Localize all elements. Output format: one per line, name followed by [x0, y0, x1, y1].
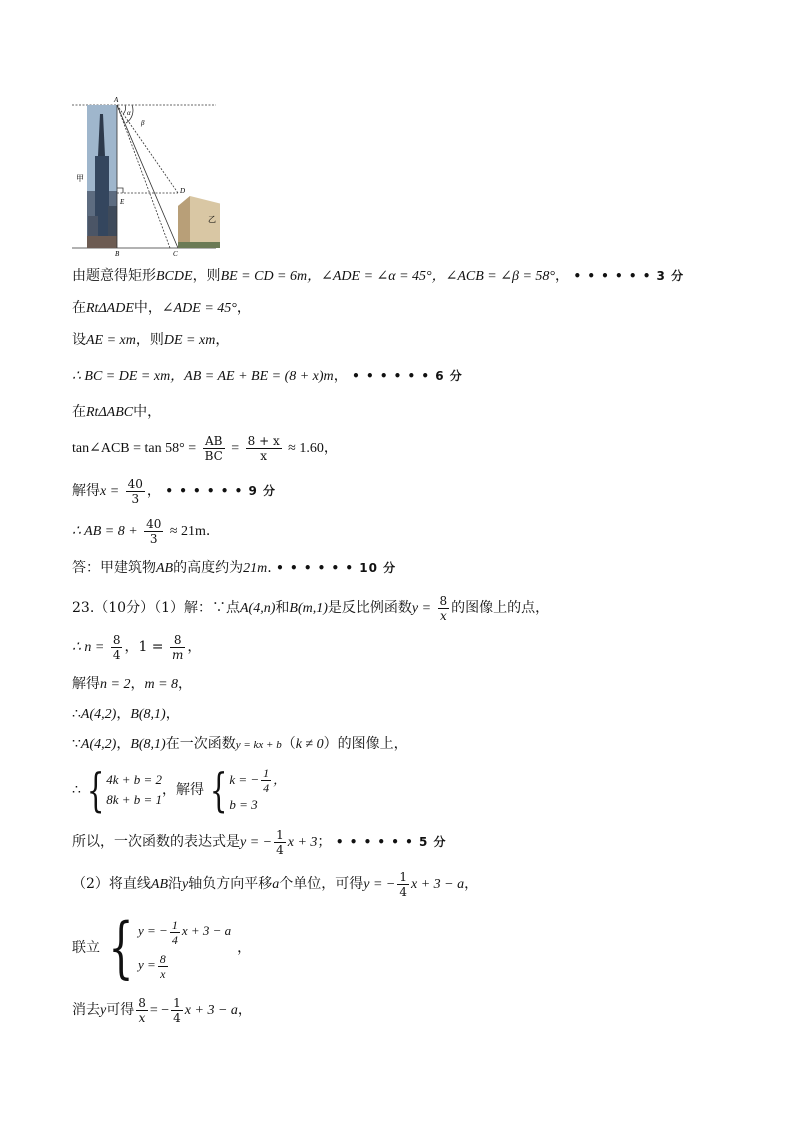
math: = −: [149, 1003, 170, 1018]
math: BCDE: [156, 269, 193, 284]
text: ∵: [72, 736, 81, 752]
left-brace: {: [209, 763, 228, 817]
denominator: 4: [399, 884, 407, 899]
text: ，: [215, 332, 230, 348]
text: 个单位，可得: [279, 876, 364, 892]
math: y =: [411, 601, 432, 616]
text: ，: [236, 300, 251, 316]
text: ，1 =: [124, 639, 164, 655]
math: B(m,1): [289, 601, 328, 616]
text: ，: [130, 676, 145, 692]
numerator: 8: [138, 995, 146, 1010]
fraction: [171, 996, 183, 1025]
numerator: 8: [112, 632, 121, 647]
math: k ≠ 0: [295, 737, 324, 752]
label-B: B: [115, 250, 120, 256]
label-E: E: [120, 198, 125, 206]
text: ，则: [192, 268, 221, 284]
fraction: [274, 828, 286, 857]
math: AB: [150, 877, 169, 892]
solution-line-8: [72, 514, 210, 549]
numerator: 1: [399, 869, 407, 884]
fraction: [144, 517, 163, 546]
alpha-arc: [123, 105, 126, 114]
text: ，: [187, 639, 202, 655]
fraction: [111, 633, 123, 662]
fraction: [170, 918, 180, 947]
text: ，解得: [162, 782, 205, 798]
math: y = −: [363, 877, 396, 892]
text: 在一次函数: [165, 736, 236, 752]
text: 的图像上的点，: [451, 600, 550, 616]
numerator: 1: [171, 917, 178, 932]
solution-system: [229, 765, 286, 816]
numerator: 8: [170, 633, 185, 648]
solution-line-1: [72, 266, 684, 287]
equation-system: [138, 914, 231, 982]
label-yi: 乙: [208, 215, 216, 224]
solution-line-2: [72, 298, 251, 319]
numerator: 1: [263, 766, 270, 781]
numerator: AB: [203, 434, 225, 449]
numerator: 8 + x: [247, 433, 280, 448]
math: RtΔADE: [86, 301, 134, 316]
math: ≈ 1.60: [288, 441, 324, 456]
text: （2）将直线: [72, 876, 151, 892]
score-mark: • • • • • • 10 分: [276, 561, 397, 575]
solution-line-5: [72, 402, 161, 423]
part-2-line: [72, 868, 478, 901]
solution-line-14: [72, 734, 408, 755]
math: A(4,2): [80, 737, 117, 752]
text: 解得: [72, 483, 100, 499]
text: （: [281, 736, 296, 752]
left-brace: {: [86, 763, 105, 817]
text: 联立: [72, 940, 100, 956]
label-A: A: [114, 96, 119, 104]
math: =: [231, 441, 240, 456]
text: .: [205, 523, 211, 539]
numerator: 8: [439, 593, 448, 608]
text: ，: [165, 706, 180, 722]
geometry-figure: [70, 96, 220, 256]
solution-line-16: [72, 826, 447, 859]
math: x + 3 − a: [411, 877, 465, 892]
text: 所以，一次函数的表达式是: [72, 834, 240, 850]
text: 的高度约为: [173, 560, 244, 576]
denominator: 4: [171, 932, 178, 947]
fraction: [170, 633, 185, 662]
denominator: 4: [112, 647, 121, 662]
math: DE = xm: [163, 333, 216, 348]
math: tan∠ACB = tan 58° =: [72, 441, 197, 456]
denominator: m: [172, 647, 184, 662]
denominator: 4: [263, 781, 270, 796]
tower-building-image: [87, 105, 117, 248]
denominator: BC: [204, 448, 223, 463]
math: B(8,1): [130, 737, 166, 752]
math: y: [182, 877, 189, 892]
fraction: [246, 434, 282, 463]
math: BE = CD = 6m，∠ADE = ∠α = 45°，∠ACB = ∠β = 58°: [220, 269, 556, 284]
math: RtΔABC: [86, 405, 134, 420]
math: ≈ 21m: [169, 524, 206, 539]
text: ，: [323, 440, 338, 456]
text: ；: [317, 834, 332, 850]
solution-answer-line: [72, 558, 396, 579]
text: ∴: [72, 782, 81, 798]
text: ，: [237, 1002, 252, 1018]
text: 是反比例函数: [327, 600, 412, 616]
solution-line-12: [72, 674, 192, 695]
score-mark: • • • • • • 6 分: [352, 369, 463, 383]
score-mark: • • • • • • 5 分: [335, 835, 447, 849]
numerator: 40: [146, 516, 162, 531]
fraction: [203, 434, 225, 463]
text: ，: [555, 268, 570, 284]
text: ，: [237, 940, 252, 956]
text: ，则: [135, 332, 164, 348]
denominator: x: [138, 1010, 146, 1025]
math: x =: [100, 484, 120, 499]
label-alpha: α: [127, 109, 131, 117]
solution-line-6: [72, 430, 338, 467]
math: AB: [156, 561, 174, 576]
math: x + 3 − a: [184, 1003, 238, 1018]
math: y: [100, 1003, 107, 1018]
equation-row: 4k + b = 2: [106, 772, 163, 787]
text: 消去: [72, 1002, 100, 1018]
denominator: 3: [131, 491, 140, 506]
line-AD: [117, 105, 178, 193]
math: A(4,n): [240, 601, 276, 616]
text: 由题意得矩形: [72, 268, 156, 284]
solution-line-13: [72, 704, 180, 725]
math: n = 2: [100, 677, 131, 692]
text: 和: [275, 600, 290, 616]
equation-row: 8k + b = 1: [106, 792, 163, 807]
left-brace: {: [108, 909, 134, 986]
math: 21m: [243, 561, 268, 576]
equation-row: [229, 765, 286, 796]
solution-line-3: [72, 330, 229, 351]
solution-line-18: [72, 910, 251, 986]
text: 设: [72, 332, 86, 348]
numerator: 40: [127, 476, 143, 491]
fraction: [397, 870, 409, 899]
math: ∴ n =: [72, 640, 105, 655]
text: ∴: [72, 706, 81, 722]
text: ，: [146, 483, 161, 499]
text: .: [267, 560, 272, 576]
text: 可得: [106, 1002, 135, 1018]
equation-row: [138, 948, 231, 982]
text: 在: [72, 300, 86, 316]
label-D: D: [180, 187, 186, 195]
text: ，: [116, 706, 131, 722]
text: 23.（10分）（1）解：∵点: [72, 600, 240, 616]
numerator: 1: [173, 995, 181, 1010]
score-mark: • • • • • • 3 分: [573, 269, 685, 283]
label-jia: 甲: [76, 174, 84, 183]
denominator: 4: [276, 842, 284, 857]
fraction: [438, 594, 450, 623]
question-23-line: [72, 592, 549, 625]
math: m = 8: [144, 677, 179, 692]
line-AC: [117, 105, 178, 248]
math: k = −: [229, 771, 260, 787]
math: ∠ADE = 45°: [161, 301, 237, 316]
math: A(4,2): [80, 707, 117, 722]
math: x + 3: [287, 835, 318, 850]
math: x + 3 − a: [181, 923, 232, 938]
text: ，: [178, 676, 193, 692]
math: ∴ BC = DE = xm，AB = AE + BE = (8 + x)m: [72, 369, 334, 384]
text: 答：甲建筑物: [72, 560, 156, 576]
fraction: [126, 477, 145, 506]
equation-row: [138, 914, 231, 948]
math: y = −: [240, 835, 273, 850]
denominator: x: [439, 608, 447, 623]
math: y = kx + b: [235, 739, 282, 751]
math: ∴ AB = 8 +: [72, 524, 138, 539]
denominator: 4: [173, 1010, 181, 1025]
denominator: 3: [149, 531, 158, 546]
numerator: 1: [276, 827, 284, 842]
equation-row: b = 3: [229, 797, 258, 813]
denominator: x: [160, 966, 166, 981]
score-mark: • • • • • • 9 分: [165, 484, 276, 498]
math: B(8,1): [130, 707, 166, 722]
fraction: [136, 996, 148, 1025]
text: ，: [333, 368, 348, 384]
text: 中，: [133, 300, 162, 316]
numerator: 8: [159, 951, 166, 966]
label-C: C: [173, 250, 178, 256]
text: ，: [464, 876, 479, 892]
solution-line-7: [72, 474, 276, 509]
text: 中，: [133, 404, 162, 420]
solution-line-4: [72, 366, 463, 387]
label-beta: β: [141, 119, 145, 127]
text: 解得: [72, 676, 100, 692]
fraction: [261, 766, 271, 795]
math: y =: [138, 957, 156, 972]
denominator: x: [260, 448, 268, 463]
text: ，: [273, 771, 287, 787]
text: 沿: [168, 876, 183, 892]
equation-system: [106, 770, 162, 810]
math: a: [272, 877, 280, 892]
text: 在: [72, 404, 86, 420]
text: ）的图像上，: [323, 736, 408, 752]
math: AE = xm: [86, 333, 136, 348]
math: y = −: [138, 923, 168, 938]
solution-line-15: [72, 762, 286, 818]
fraction: [158, 952, 168, 981]
solution-line-11: [72, 630, 201, 665]
text: 轴负方向平移: [188, 876, 273, 892]
text: ，: [116, 736, 131, 752]
solution-line-19: [72, 994, 252, 1027]
